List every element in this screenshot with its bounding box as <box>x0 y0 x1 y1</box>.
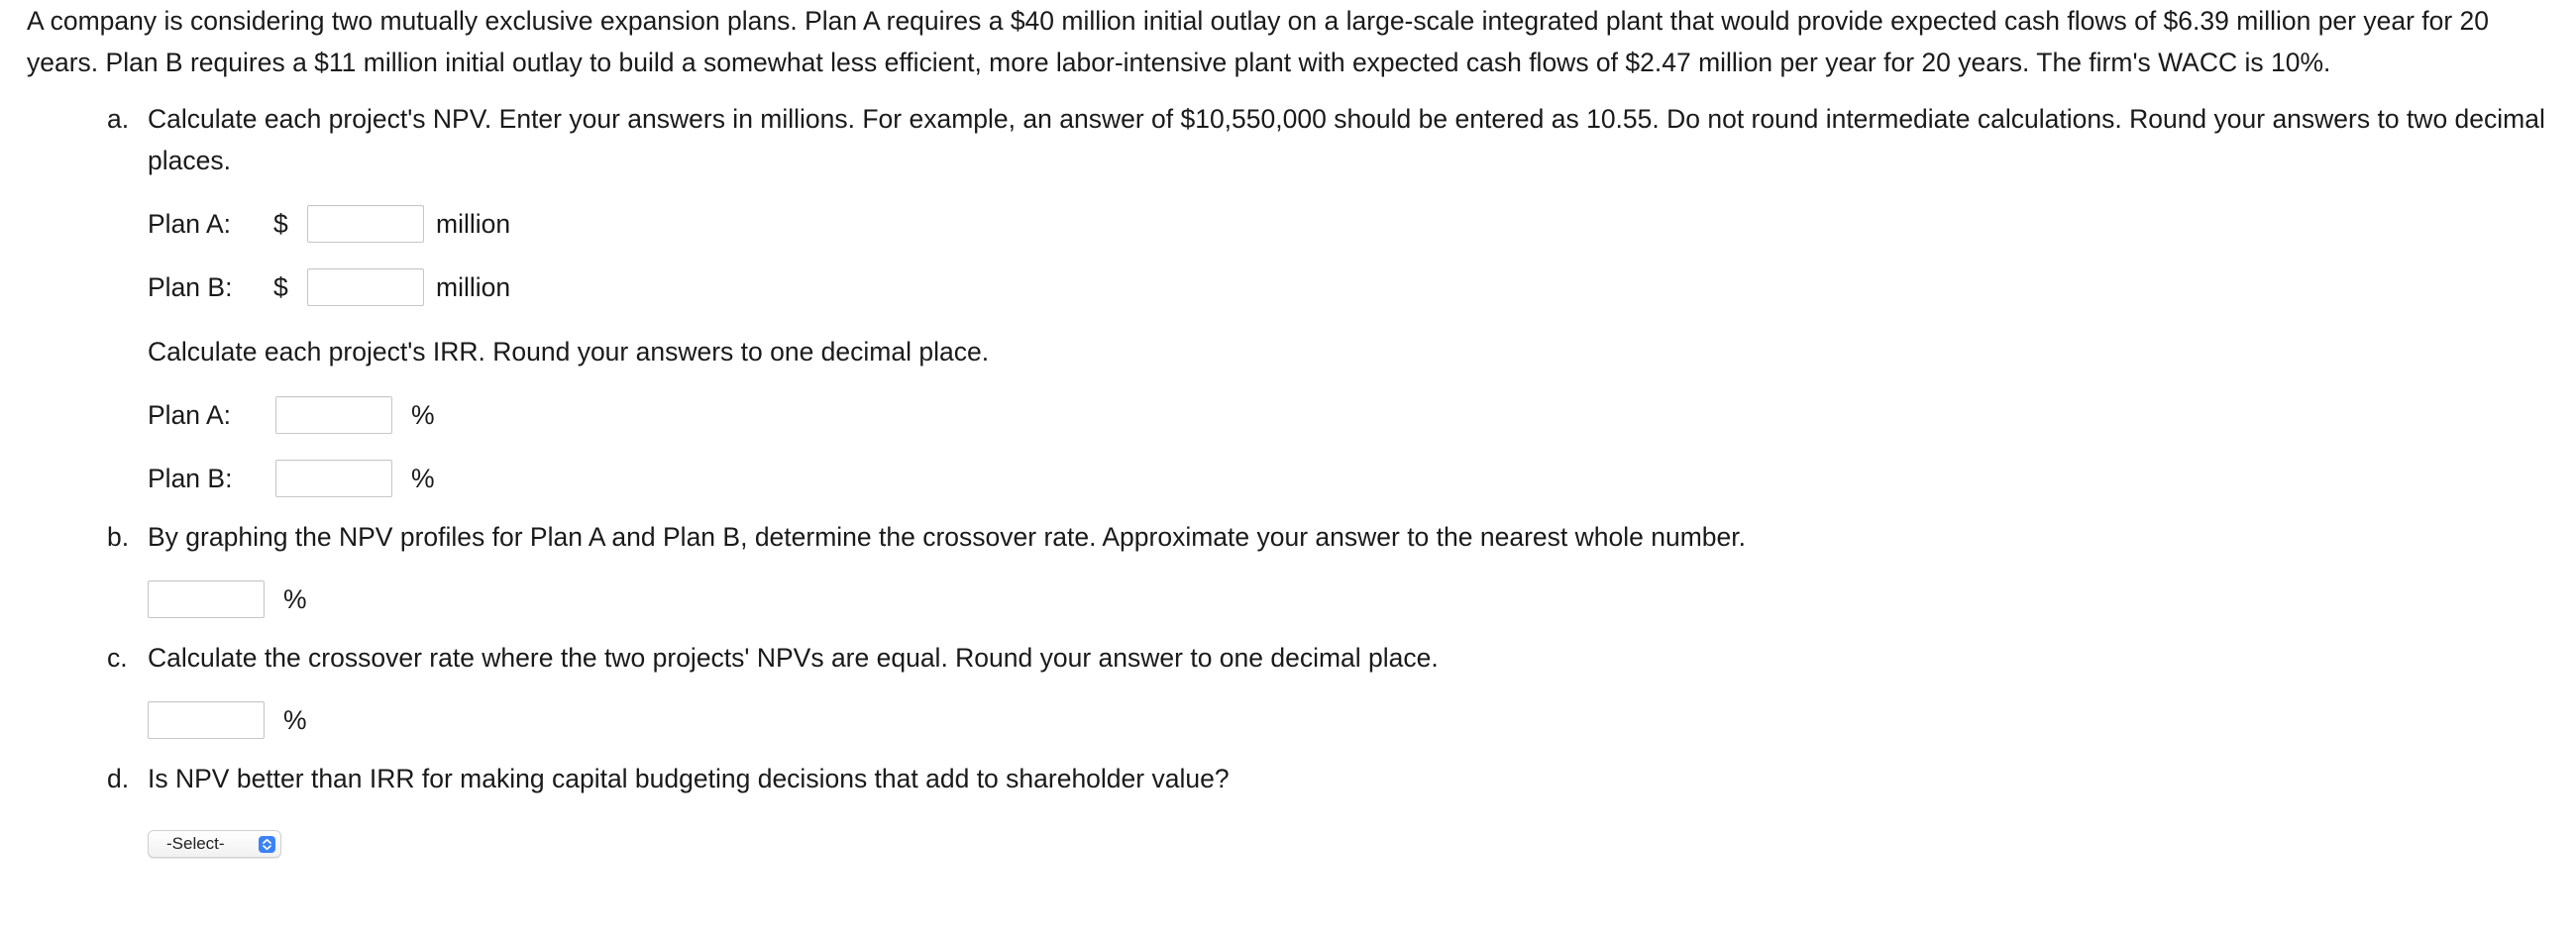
part-a-letter: a. <box>107 104 130 134</box>
npv-plan-b-input[interactable] <box>307 268 424 306</box>
part-c-letter: c. <box>107 643 128 673</box>
crossover-graph-input[interactable] <box>148 580 265 618</box>
crossover-calc-unit: % <box>283 705 307 735</box>
irr-plan-a-label: Plan A: <box>148 400 231 430</box>
npv-plan-b-label: Plan B: <box>148 272 233 302</box>
npv-plan-a-dollar-sign: $ <box>273 209 288 239</box>
problem-statement: A company is considering two mutually exclusive expansion plans. Plan A requires a $40 million initial outlay on a large-scale integrated plant that would provide expected cash flows of $6.39 million per year for 20 years. Plan B requires a $11 million initial outlay to build a somewhat less efficient, more labor-intensive plant with expected cash flows of $2.47 million per year for 20 years. The firm's WACC is 10%. <box>27 6 2490 77</box>
npv-plan-a-label: Plan A: <box>148 209 231 239</box>
irr-plan-b-unit: % <box>411 464 435 493</box>
part-a-instruction: Calculate each project's NPV. Enter your answers in millions. For example, an answer of $10,550,000 should be entered as 10.55. Do not round intermediate calculations. Round your answers to two decimal places. <box>148 104 2545 175</box>
npv-plan-a-unit: million <box>436 209 511 239</box>
part-c-instruction: Calculate the crossover rate where the two projects' NPVs are equal. Round your answer to one decimal place. <box>148 643 1439 673</box>
part-b-instruction: By graphing the NPV profiles for Plan A and Plan B, determine the crossover rate. Approximate your answer to the nearest whole number. <box>148 522 1746 552</box>
npv-plan-b-unit: million <box>436 272 511 302</box>
irr-plan-a-unit: % <box>411 400 435 430</box>
npv-vs-irr-select[interactable] <box>148 830 281 858</box>
irr-plan-b-input[interactable] <box>275 460 392 497</box>
chevron-up-down-icon <box>259 836 275 853</box>
part-d-letter: d. <box>107 764 130 793</box>
select-value: -Select- <box>166 834 225 853</box>
npv-plan-b-dollar-sign: $ <box>273 272 288 302</box>
npv-plan-a-input[interactable] <box>307 205 424 243</box>
irr-plan-a-input[interactable] <box>275 396 392 434</box>
crossover-graph-unit: % <box>283 584 307 614</box>
irr-plan-b-label: Plan B: <box>148 464 233 493</box>
part-b-letter: b. <box>107 522 130 552</box>
part-d-instruction: Is NPV better than IRR for making capital budgeting decisions that add to shareholder value? <box>148 764 1230 793</box>
irr-instruction: Calculate each project's IRR. Round your answers to one decimal place. <box>148 337 990 367</box>
crossover-calc-input[interactable] <box>148 701 265 739</box>
